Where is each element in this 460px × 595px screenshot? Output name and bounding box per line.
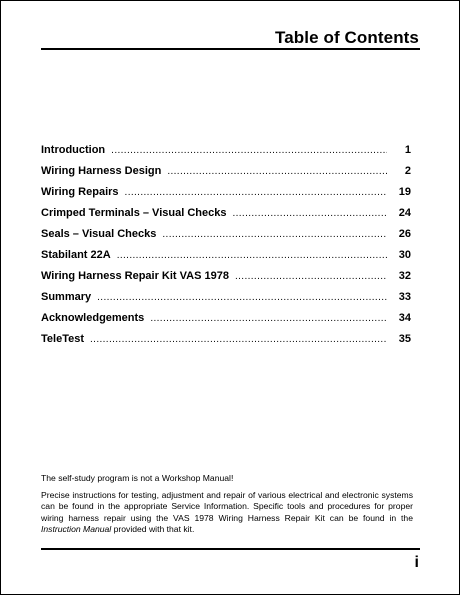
toc-entry-label: Wiring Repairs [41, 186, 119, 198]
table-of-contents [41, 144, 411, 354]
toc-entry[interactable] [41, 312, 411, 333]
page-title: Table of Contents [275, 28, 419, 47]
toc-entry-label: Crimped Terminals – Visual Checks [41, 207, 227, 219]
header-rule [41, 48, 420, 50]
toc-leader-dots [162, 229, 387, 240]
toc-entry-page: 2 [404, 165, 411, 177]
toc-entry-label: Introduction [41, 144, 106, 156]
footer-rule [41, 548, 420, 550]
toc-entry-label: Summary [41, 291, 92, 303]
disclaimer-body-end: provided with that kit. [111, 523, 195, 534]
toc-entry-label: Wiring Harness Design [41, 165, 162, 177]
disclaimer-body [41, 490, 413, 535]
disclaimer-note [41, 473, 413, 535]
toc-leader-dots [111, 145, 387, 156]
toc-entry[interactable] [41, 144, 411, 165]
page-number: i [414, 554, 419, 571]
toc-leader-dots [97, 292, 387, 303]
toc-leader-dots [150, 313, 387, 324]
toc-entry[interactable] [41, 249, 411, 270]
toc-entry-label: Stabilant 22A [41, 249, 111, 261]
toc-entry-page: 33 [398, 291, 411, 303]
toc-entry-page: 35 [398, 333, 411, 345]
disclaimer-body-text: Precise instructions for testing, adjustment and repair of various electrical and electronic systems can be found in the appropriate Service Information. Specific tools and procedures for proper wiring harness repair using the VAS 1978 Wiring Harness Repair Kit can be found in the [41, 490, 413, 523]
toc-leader-dots [117, 250, 387, 261]
toc-leader-dots [167, 166, 387, 177]
toc-entry-page: 24 [398, 207, 411, 219]
toc-entry-label: Acknowledgements [41, 312, 145, 324]
toc-entry-page: 34 [398, 312, 411, 324]
toc-entry-page: 32 [398, 270, 411, 282]
toc-entry-page: 1 [404, 144, 411, 156]
toc-leader-dots [235, 271, 387, 282]
toc-entry-label: Wiring Harness Repair Kit VAS 1978 [41, 270, 229, 282]
toc-entry[interactable] [41, 333, 411, 354]
toc-leader-dots [125, 187, 387, 198]
toc-entry[interactable] [41, 291, 411, 312]
toc-leader-dots [90, 334, 387, 345]
toc-entry[interactable] [41, 270, 411, 291]
toc-entry-page: 30 [398, 249, 411, 261]
toc-leader-dots [232, 208, 387, 219]
instruction-manual-reference: Instruction Manual [41, 523, 112, 534]
toc-entry-page: 19 [398, 186, 411, 198]
disclaimer-heading: The self-study program is not a Workshop Manual! [41, 473, 234, 483]
toc-entry-label: TeleTest [41, 333, 84, 345]
toc-entry[interactable] [41, 207, 411, 228]
toc-entry[interactable] [41, 186, 411, 207]
toc-entry[interactable] [41, 228, 411, 249]
toc-entry-page: 26 [398, 228, 411, 240]
toc-entry-label: Seals – Visual Checks [41, 228, 157, 240]
toc-entry[interactable] [41, 165, 411, 186]
